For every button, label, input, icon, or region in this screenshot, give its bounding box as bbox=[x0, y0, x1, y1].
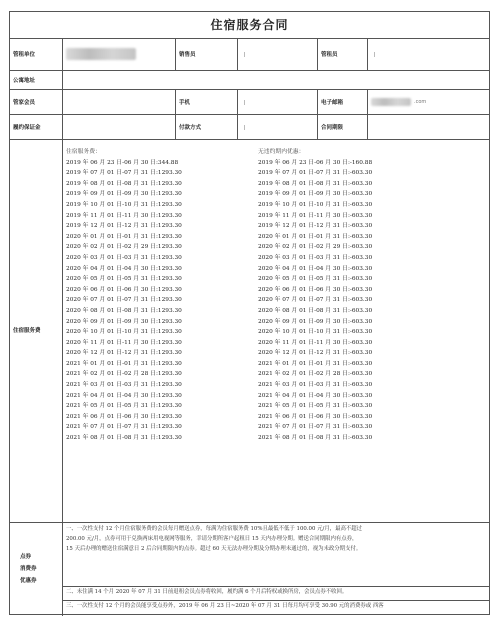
email-label: 电子邮箱 bbox=[318, 90, 368, 114]
info-row-unit bbox=[10, 38, 489, 71]
member-value bbox=[63, 90, 176, 114]
redacted-manager bbox=[374, 52, 375, 57]
service-fee-row: 2019 年 11 月 01 日-11 月 30 日:1293.30 bbox=[66, 212, 182, 219]
redacted-email bbox=[371, 98, 411, 106]
service-fee-header: 住宿服务费： bbox=[66, 149, 101, 155]
deposit-value bbox=[63, 115, 176, 139]
address-value bbox=[63, 71, 491, 89]
service-fee-row: 2019 年 06 月 23 日-06 月 30 日:344.88 bbox=[66, 159, 179, 166]
discount-row: 2019 年 09 月 01 日-09 月 30 日:-603.30 bbox=[258, 191, 373, 198]
discount-row: 2021 年 01 月 01 日-01 月 31 日:-603.30 bbox=[258, 360, 373, 367]
service-fee-row: 2019 年 09 月 01 日-09 月 30 日:1293.30 bbox=[66, 191, 182, 198]
coupon-paragraph-1-line-1: 一、一次性支付 12 个月住宿服务费的会员每月赠送点券，每满为住宿服务费 10%且最低不低于 100.00 元/月，最高不超过 bbox=[66, 526, 363, 532]
coupon-divider-1 bbox=[63, 586, 489, 587]
unit-label: 管租单位 bbox=[10, 38, 63, 70]
service-fee-row: 2020 年 09 月 01 日-09 月 30 日:1293.30 bbox=[66, 318, 182, 325]
manager-label: 管租员 bbox=[318, 38, 368, 70]
info-row-member bbox=[10, 90, 489, 115]
info-row-deposit bbox=[10, 115, 489, 140]
discount-row: 2020 年 09 月 01 日-09 月 30 日:-603.30 bbox=[258, 318, 373, 325]
discount-row: 2019 年 06 月 23 日-06 月 30 日:-160.88 bbox=[258, 159, 373, 166]
discount-row: 2020 年 08 月 01 日-08 月 31 日:-603.30 bbox=[258, 307, 373, 314]
coupon-divider-2 bbox=[63, 600, 489, 601]
manager-value bbox=[368, 38, 491, 70]
discount-row: 2021 年 04 月 01 日-04 月 30 日:-603.30 bbox=[258, 392, 373, 399]
discount-row: 2019 年 08 月 01 日-08 月 31 日:-603.30 bbox=[258, 180, 373, 187]
discount-row: 2020 年 03 月 01 日-03 月 31 日:-603.30 bbox=[258, 254, 373, 261]
coupon-section bbox=[10, 522, 489, 616]
contract-page bbox=[9, 11, 490, 615]
redacted-payment bbox=[244, 125, 245, 130]
term-value bbox=[368, 115, 491, 139]
discount-column bbox=[258, 147, 372, 444]
redacted-sales bbox=[244, 52, 245, 57]
coupon-paragraph-1 bbox=[66, 525, 486, 554]
contract-title: 住宿服务合同 bbox=[10, 12, 489, 39]
schedule-section bbox=[10, 140, 489, 523]
discount-row: 2020 年 07 月 01 日-07 月 31 日:-603.30 bbox=[258, 297, 373, 304]
discount-row: 2021 年 06 月 01 日-06 月 30 日:-603.30 bbox=[258, 413, 373, 420]
discount-row: 2020 年 04 月 01 日-04 月 30 日:-603.30 bbox=[258, 265, 373, 272]
schedule-label: 住宿服务费 bbox=[10, 140, 63, 522]
service-fee-row: 2021 年 06 月 01 日-06 月 30 日:1293.30 bbox=[66, 413, 182, 420]
coupon-paragraph-3-text: 三、一次性支付 12 个月的会员能享受点券外，2019 年 06 月 23 日~2020 年 07 月 31 日每月均可享受 30.90 元的消费券或 bbox=[66, 603, 372, 609]
service-fee-row: 2020 年 12 月 01 日-12 月 31 日:1293.30 bbox=[66, 350, 182, 357]
discount-row: 2019 年 12 月 01 日-12 月 31 日:-603.30 bbox=[258, 223, 373, 230]
service-fee-row: 2020 年 07 月 01 日-07 月 31 日:1293.30 bbox=[66, 297, 182, 304]
deposit-label: 履约保证金 bbox=[10, 115, 63, 139]
service-fee-row: 2020 年 01 月 01 日-01 月 31 日:1293.30 bbox=[66, 233, 182, 240]
info-row-address bbox=[10, 71, 489, 90]
payment-label: 付款方式 bbox=[176, 115, 238, 139]
email-value bbox=[368, 90, 491, 114]
discount-row: 2020 年 01 月 01 日-01 月 31 日:-603.30 bbox=[258, 233, 373, 240]
discount-row: 2021 年 07 月 01 日-07 月 31 日:-603.30 bbox=[258, 424, 373, 431]
coupon-label-line-1: 点券 bbox=[20, 554, 32, 560]
service-fee-row: 2021 年 04 月 01 日-04 月 30 日:1293.30 bbox=[66, 392, 182, 399]
service-fee-row: 2020 年 02 月 01 日-02 月 29 日:1293.30 bbox=[66, 244, 182, 251]
service-fee-row: 2019 年 08 月 01 日-08 月 31 日:1293.30 bbox=[66, 180, 182, 187]
phone-value bbox=[238, 90, 318, 114]
service-fee-row: 2021 年 02 月 01 日-02 月 28 日:1293.30 bbox=[66, 371, 182, 378]
service-fee-row: 2020 年 03 月 01 日-03 月 31 日:1293.30 bbox=[66, 254, 182, 261]
service-fee-column bbox=[66, 147, 182, 444]
coupon-label bbox=[10, 522, 63, 616]
unit-value bbox=[63, 38, 176, 70]
service-fee-row: 2020 年 06 月 01 日-06 月 30 日:1293.30 bbox=[66, 286, 182, 293]
email-suffix: .com bbox=[414, 99, 427, 105]
discount-row: 2021 年 05 月 01 日-05 月 31 日:-603.30 bbox=[258, 403, 373, 410]
coupon-paragraph-3-tail: 西客 bbox=[372, 603, 384, 609]
service-fee-row: 2021 年 01 月 01 日-01 月 31 日:1293.30 bbox=[66, 360, 182, 367]
coupon-paragraph-2: 二、未住满 14 个月 2020 年 07 月 31 日前退租会员点券将收回，履约满 6 个月后特权或换所房，会员点券不收回。 bbox=[66, 589, 348, 595]
coupon-paragraph-3 bbox=[66, 602, 486, 612]
sales-label: 销售员 bbox=[176, 38, 238, 70]
discount-row: 2019 年 11 月 01 日-11 月 30 日:-603.30 bbox=[258, 212, 373, 219]
service-fee-row: 2021 年 07 月 01 日-07 月 31 日:1293.30 bbox=[66, 424, 182, 431]
service-fee-row: 2019 年 07 月 01 日-07 月 31 日:1293.30 bbox=[66, 170, 182, 177]
address-label: 公寓地址 bbox=[10, 71, 63, 89]
discount-row: 2019 年 07 月 01 日-07 月 31 日:-603.30 bbox=[258, 170, 373, 177]
service-fee-row: 2020 年 11 月 01 日-11 月 30 日:1293.30 bbox=[66, 339, 182, 346]
payment-value bbox=[238, 115, 318, 139]
coupon-label-line-3: 优惠券 bbox=[20, 578, 37, 584]
sales-value bbox=[238, 38, 318, 70]
discount-row: 2021 年 02 月 01 日-02 月 28 日:-603.30 bbox=[258, 371, 373, 378]
discount-row: 2020 年 12 月 01 日-12 月 31 日:-603.30 bbox=[258, 350, 373, 357]
discount-row: 2020 年 02 月 01 日-02 月 29 日:-603.30 bbox=[258, 244, 373, 251]
redacted-phone bbox=[244, 100, 245, 105]
service-fee-row: 2020 年 10 月 01 日-10 月 31 日:1293.30 bbox=[66, 329, 182, 336]
coupon-paragraph-1-line-2: 200.00 元/月，点券可用于兑换两床用电视网等服务，幸请分期所客户起租日 15 天内办理分期。赠送合同期限内有点券， bbox=[66, 535, 358, 542]
service-fee-row: 2020 年 08 月 01 日-08 月 31 日:1293.30 bbox=[66, 307, 182, 314]
redacted-unit bbox=[66, 48, 136, 60]
discount-row: 2021 年 08 月 01 日-08 月 31 日:-603.30 bbox=[258, 435, 373, 442]
discount-row: 2020 年 10 月 01 日-10 月 31 日:-603.30 bbox=[258, 329, 373, 336]
service-fee-row: 2019 年 10 月 01 日-10 月 31 日:1293.30 bbox=[66, 201, 182, 208]
discount-row: 2020 年 11 月 01 日-11 月 30 日:-603.30 bbox=[258, 339, 373, 346]
service-fee-row: 2021 年 08 月 01 日-08 月 31 日:1293.30 bbox=[66, 435, 182, 442]
discount-row: 2021 年 03 月 01 日-03 月 31 日:-603.30 bbox=[258, 382, 373, 389]
service-fee-row: 2021 年 05 月 01 日-05 月 31 日:1293.30 bbox=[66, 403, 182, 410]
service-fee-row: 2021 年 03 月 01 日-03 月 31 日:1293.30 bbox=[66, 382, 182, 389]
service-fee-row: 2020 年 05 月 01 日-05 月 31 日:1293.30 bbox=[66, 276, 182, 283]
service-fee-row: 2019 年 12 月 01 日-12 月 31 日:1293.30 bbox=[66, 223, 182, 230]
phone-label: 手机 bbox=[176, 90, 238, 114]
coupon-label-line-2: 消费券 bbox=[20, 566, 37, 572]
service-fee-row: 2020 年 04 月 01 日-04 月 30 日:1293.30 bbox=[66, 265, 182, 272]
discount-row: 2019 年 10 月 01 日-10 月 31 日:-603.30 bbox=[258, 201, 373, 208]
discount-row: 2020 年 06 月 01 日-06 月 30 日:-603.30 bbox=[258, 286, 373, 293]
coupon-paragraph-1-line-3: 15 天后办理的赠送住宿满意日 2 后合同期限内的点券。超过 60 天无法办理分期及分期办理未通过的，视为未政分期支付。 bbox=[66, 545, 362, 552]
discount-row: 2020 年 05 月 01 日-05 月 31 日:-603.30 bbox=[258, 276, 373, 283]
term-label: 合同期限 bbox=[318, 115, 368, 139]
discount-header: 无违约期内优惠： bbox=[258, 149, 305, 155]
member-label: 管家会员 bbox=[10, 90, 63, 114]
